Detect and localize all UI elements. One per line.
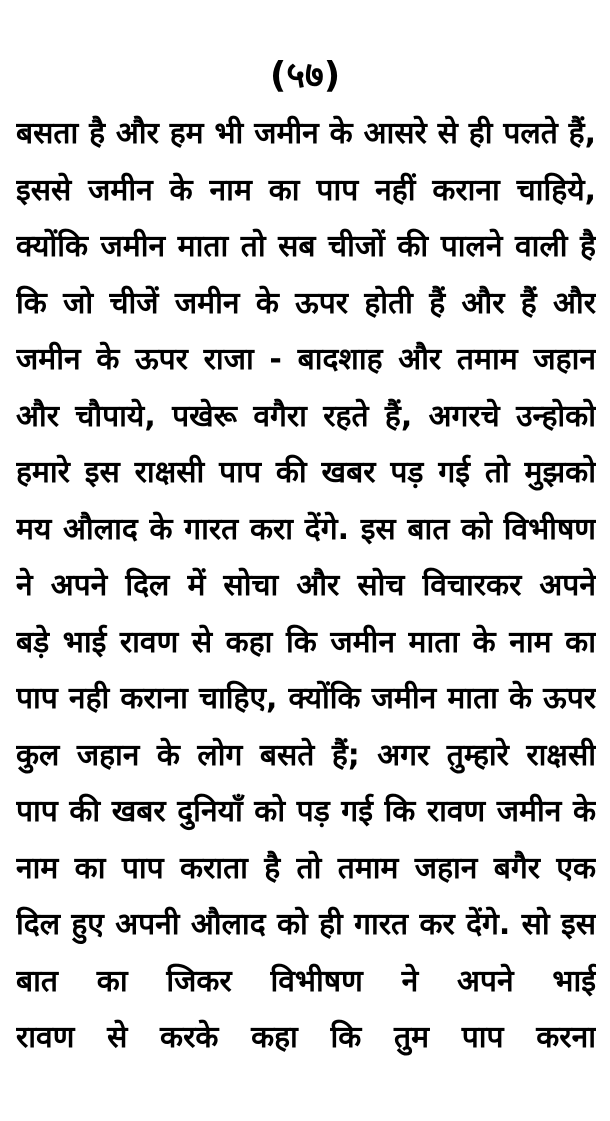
text-line-1: बसता है और हम भी जमीन के आसरे से ही पलते हैं, [16,116,596,151]
text-line-3: क्योंकि जमीन माता तो सब चीजों की पालने वाली है [16,229,596,264]
page-number: (५७) [269,55,341,96]
text-line-2: इससे जमीन के नाम का पाप नहीं कराना चाहिये, [16,172,596,208]
text-line-14: नाम का पाप कराता है तो तमाम जहान बगैर एक [16,850,596,886]
text-line-5: जमीन के ऊपर राजा - बादशाह और तमाम जहान [16,342,596,377]
text-line-4: कि जो चीजें जमीन के ऊपर होती हैं और हैं और [16,285,596,321]
text-line-6: और चौपाये, पखेरू वगैरा रहते हैं, अगरचे उन्होको [16,398,596,434]
text-line-7: हमारे इस राक्षसी पाप की खबर पड़ गई तो मुझको [16,455,596,490]
text-line-8: मय औलाद के गारत करा देंगे. इस बात को विभीषण [16,511,596,547]
text-line-9: ने अपने दिल में सोचा और सोच विचारकर अपने [16,568,596,603]
page-body-text [16,106,596,1067]
text-line-16: बात का जिकर विभीषण ने अपने भाई [16,963,596,999]
text-line-12: कुल जहान के लोग बसते हैं; अगर तुम्हारे राक्षसी [16,737,596,773]
text-line-13: पाप की खबर दुनियाँ को पड़ गई कि रावण जमीन के [16,794,596,829]
text-line-15: दिल हुए अपनी औलाद को ही गारत कर देंगे. सो इस [16,907,596,942]
text-line-10: बड़े भाई रावण से कहा कि जमीन माता के नाम का [16,624,596,660]
text-line-17: रावण से करके कहा कि तुम पाप करना [16,1020,596,1055]
text-line-11: पाप नही कराना चाहिए, क्योंकि जमीन माता के ऊपर [16,681,596,716]
